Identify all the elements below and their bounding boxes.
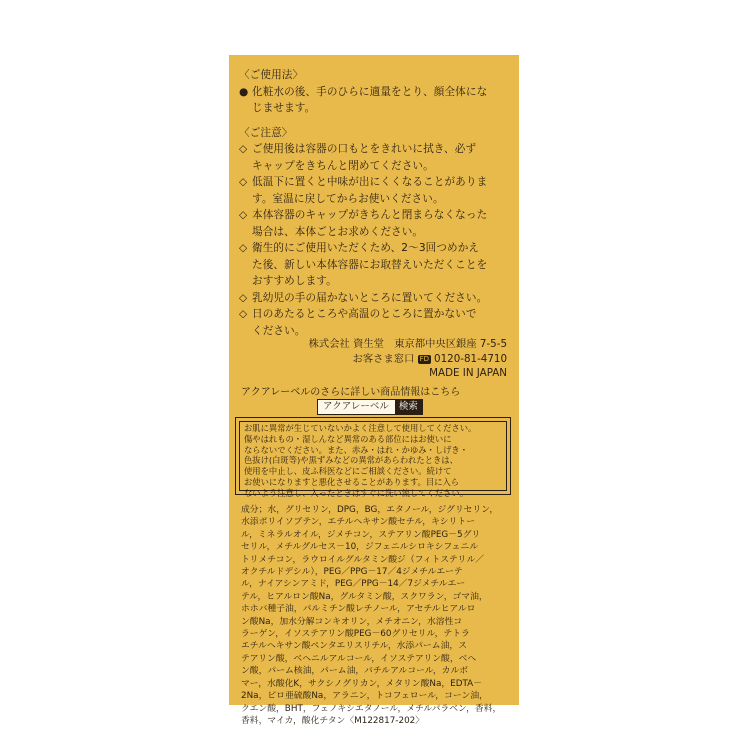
ingredient-line: テル，ヒアルロン酸Na，グルタミン酸，スクワラン，ゴマ油，: [241, 591, 488, 602]
list-item-line: 本体容器のキャップがきちんと閉まらなくなった: [252, 209, 488, 221]
warning-line: ならないでください。また、赤み・はれ・かゆみ・しげき・: [244, 444, 469, 455]
list-item-line: 乳幼児の手の届かないところに置いてください。: [252, 291, 488, 304]
warning-line: 色抜け(白斑等)や黒ずみなどの異常があらわれたときは、: [244, 455, 458, 466]
free-dial-icon: FD: [419, 354, 430, 363]
search-box[interactable]: [317, 399, 423, 415]
list-item: [239, 306, 511, 339]
list-item-line: ください。: [252, 324, 306, 337]
list-item: [239, 174, 511, 207]
list-item-line: キャップをきちんと閉めてください。: [252, 159, 434, 172]
list-item: [239, 84, 511, 117]
contact-label: お客さま窓口: [352, 352, 415, 365]
more-info-text: アクアレーベルのさらに詳しい商品情報はこちら: [241, 387, 461, 398]
ingredient-line: ホホバ種子油，パルミチン酸レチノール，アセチルヒアルロ: [241, 604, 476, 615]
caution-list: [239, 141, 511, 339]
list-item-line: た後、新しい本体容器にお取替えいただくことを: [252, 258, 488, 271]
search-button[interactable]: 検索: [395, 400, 422, 414]
ingredient-line: セリル，メチルグルセス－10，ジフェニルシロキシフェニル: [241, 542, 479, 553]
list-item-line: 場合は、本体ごとお求めください。: [252, 225, 424, 238]
warning-line: 使用を中止し、皮ふ科医などにご相談ください。続けて: [244, 466, 452, 477]
company-info: [309, 337, 507, 381]
ingredient-line: エチルヘキサン酸ペンタエリスリチル，水添パーム油，ス: [241, 641, 467, 652]
made-in-japan: MADE IN JAPAN: [429, 367, 507, 379]
diamond-bullet-icon: ◇: [239, 176, 248, 188]
list-item-line: す。室温に戻してからお使いください。: [252, 192, 444, 205]
ingredient-line: ル，ナイアシンアミド，PEG／PPG－14／7ジメチルエー: [241, 579, 466, 590]
usage-and-caution-block: [239, 67, 511, 339]
ingredient-line: 水添ポリイソブテン，エチルヘキサン酸セチル，キシリトー: [241, 517, 475, 528]
diamond-bullet-icon: ◇: [239, 242, 248, 254]
ingredient-line: ル，ミネラルオイル，ジメチコン，ステアリン酸PEG－5グリ: [241, 529, 481, 540]
list-item-line: じませます。: [252, 102, 316, 114]
diamond-bullet-icon: ◇: [239, 209, 248, 221]
company-name-address: 株式会社 資生堂 東京都中央区銀座 7-5-5: [308, 338, 507, 350]
diamond-bullet-icon: ◇: [239, 143, 248, 155]
list-item-line: 低温下に置くと中味が出にくくなることがありま: [252, 176, 488, 188]
ingredient-line: ン酸，パーム核油，パーム油，バチルアルコール，カルボ: [241, 666, 469, 677]
list-item: [239, 207, 511, 240]
search-keyword: アクアレーベル: [318, 400, 395, 414]
warning-line: お肌に異常が生じていないかよく注意して使用してください。: [244, 423, 477, 433]
caution-heading: 〈ご注意〉: [239, 126, 293, 139]
warning-line: ないよう注意し、入ったときはすぐに洗い流してください。: [244, 487, 469, 498]
ingredient-line: クエン酸，BHT，フェノキシエタノール，メチルパラベン，香料，: [241, 703, 502, 714]
label-panel: [229, 55, 519, 726]
ingredients-list: [241, 504, 501, 727]
ingredient-line: マー，水酸化K，サクシノグリカン，メタリン酸Na，EDTA－: [241, 678, 482, 689]
list-item-line: 日のあたるところや高温のところに置かないで: [252, 308, 477, 320]
ingredient-line: 2Na，ピロ亜硫酸Na，アラニン，トコフェロール，コーン油，: [241, 691, 488, 702]
list-item: [239, 240, 511, 290]
skin-warning-box: [235, 417, 511, 498]
list-item-line: 衛生的にご使用いただくため、2〜3回つめかえ: [252, 242, 480, 254]
diamond-bullet-icon: ◇: [239, 291, 248, 304]
ingredient-line: ン酸Na，加水分解コンキオリン，メチオニン，水溶性コ: [241, 616, 463, 627]
bullet-icon: ●: [239, 85, 249, 98]
ingredient-line: トリメチコン，ラウロイルグルタミン酸ジ（フィトステリル／: [241, 554, 485, 565]
list-item: [239, 290, 511, 307]
customer-contact: [309, 352, 507, 367]
diamond-bullet-icon: ◇: [239, 308, 248, 320]
ingredient-line: テアリン酸，ベヘニルアルコール，イソステアリン酸，ベヘ: [241, 653, 477, 664]
warning-line: お使いになりますと悪化させることがあります。目に入ら: [244, 476, 460, 487]
usage-list: [239, 84, 511, 117]
ingredient-line: 成分；水，グリセリン，DPG，BG，エタノール，ジグリセリン，: [241, 505, 499, 515]
list-item-line: ご使用後は容器の口もとをきれいに拭き、必ず: [252, 143, 477, 155]
skin-warning-text: [239, 421, 507, 498]
list-item: [239, 141, 511, 174]
list-item-line: 化粧水の後、手のひらに適量をとり、顔全体にな: [252, 85, 488, 98]
warning-line: 傷やはれもの・湿しんなど異常のある部位にはお使いに: [244, 433, 452, 444]
ingredient-line: ラーゲン，イソステアリン酸PEG－60グリセリル，テトラ: [241, 629, 470, 640]
tel-number: 0120-81-4710: [434, 352, 507, 365]
ingredient-line: 香料，マイカ，酸化チタン〈M122817-202〉: [241, 715, 425, 726]
usage-heading: 〈ご使用法〉: [239, 69, 304, 81]
list-item-line: おすすめします。: [252, 275, 337, 287]
ingredient-line: オクチルドデシル），PEG／PPG－17／4ジメチルエーテ: [241, 567, 463, 578]
